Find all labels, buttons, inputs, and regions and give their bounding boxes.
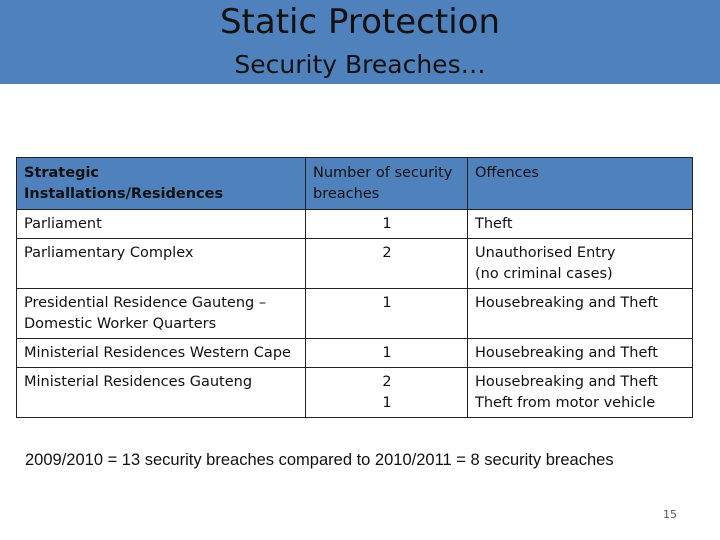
table-header-row [17,158,693,210]
header-installation: Strategic Installations/Residences [17,158,306,210]
breaches-cell: 1 [306,210,468,239]
offences-cell: Housebreaking and Theft [468,289,693,339]
installation-cell: Ministerial Residences Western Cape [17,339,306,368]
installation-cell: Presidential Residence Gauteng – Domestic Worker Quarters [17,289,306,339]
offences-cell: Housebreaking and Theft Theft from motor vehicle [468,368,693,418]
breaches-cell: 2 1 [306,368,468,418]
table-row [17,289,693,339]
table-row [17,368,693,418]
table-row [17,239,693,289]
security-breaches-table [16,157,693,418]
slide-title: Static Protection [219,2,501,42]
table-row [17,339,693,368]
installation-cell: Parliamentary Complex [17,239,306,289]
offences-cell: Unauthorised Entry (no criminal cases) [468,239,693,289]
breaches-cell: 2 [306,239,468,289]
page-number: 15 [663,508,677,521]
slide-subtitle: Security Breaches… [234,50,486,79]
breaches-cell: 1 [306,339,468,368]
installation-cell: Ministerial Residences Gauteng [17,368,306,418]
offences-cell: Housebreaking and Theft [468,339,693,368]
installation-cell: Parliament [17,210,306,239]
breaches-cell: 1 [306,289,468,339]
header-offences: Offences [468,158,693,210]
offences-cell: Theft [468,210,693,239]
table-row [17,210,693,239]
breach-comparison-summary: 2009/2010 = 13 security breaches compared to 2010/2011 = 8 security breaches [25,451,614,469]
header-breaches: Number of security breaches [306,158,468,210]
